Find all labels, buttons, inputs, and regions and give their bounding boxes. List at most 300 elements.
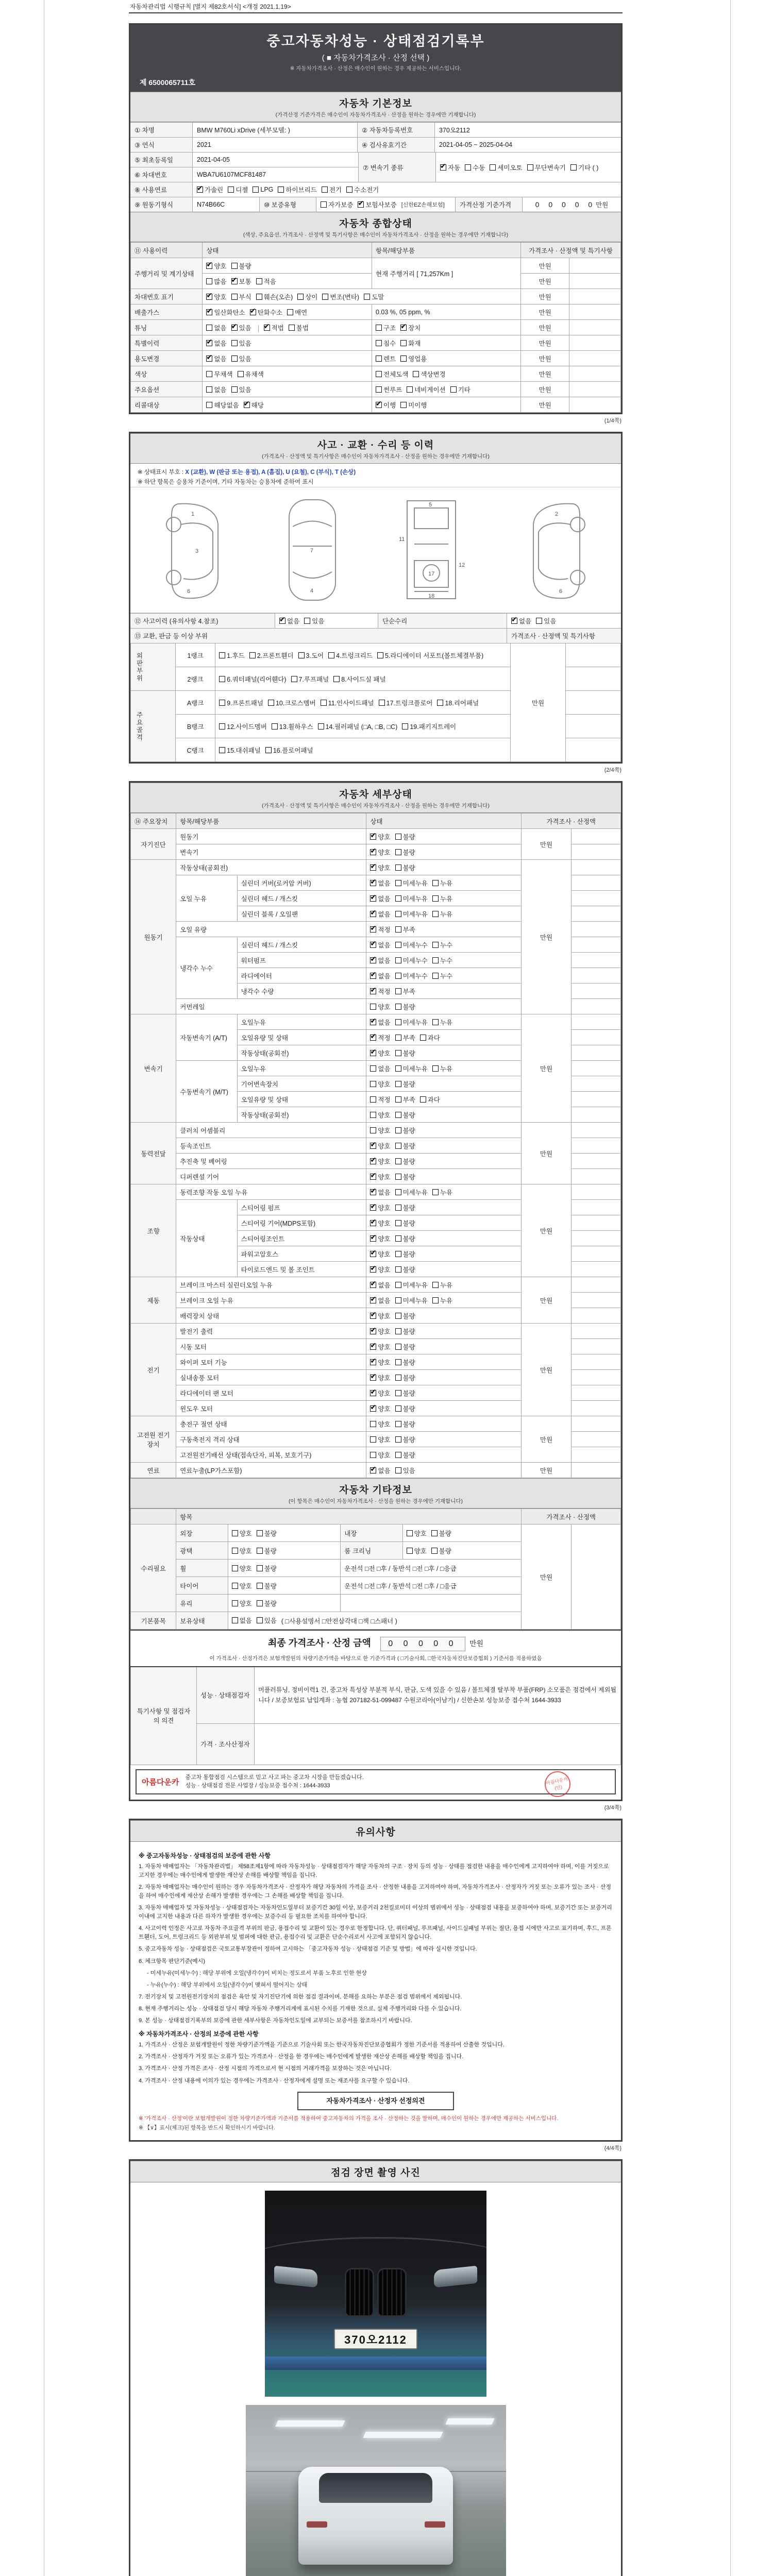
checkbox-option[interactable] xyxy=(465,163,485,172)
checkbox-icon[interactable] xyxy=(364,294,370,300)
checkbox-option[interactable] xyxy=(400,354,427,363)
checkbox-option[interactable] xyxy=(197,185,223,194)
checkbox-option[interactable] xyxy=(395,1064,428,1073)
checkbox-checked-icon[interactable] xyxy=(370,1297,376,1303)
checkbox-checked-icon[interactable] xyxy=(370,1251,376,1257)
checkbox-option[interactable] xyxy=(370,1002,390,1011)
checkbox-icon[interactable] xyxy=(395,926,401,933)
checkbox-icon[interactable] xyxy=(322,187,328,193)
checkbox-icon[interactable] xyxy=(370,1065,376,1072)
checkbox-option[interactable] xyxy=(395,1018,428,1027)
checkbox-option[interactable] xyxy=(395,1249,415,1259)
checkbox-icon[interactable] xyxy=(395,1174,401,1180)
checkbox-option[interactable] xyxy=(400,338,421,348)
checkbox-checked-icon[interactable] xyxy=(370,942,376,948)
panel-checkbox-option[interactable] xyxy=(298,651,324,660)
checkbox-option[interactable] xyxy=(358,200,396,209)
checkbox-option[interactable] xyxy=(206,323,226,332)
checkbox-option[interactable] xyxy=(395,1126,415,1135)
checkbox-icon[interactable] xyxy=(265,747,272,753)
checkbox-option[interactable] xyxy=(370,1064,390,1073)
checkbox-icon[interactable] xyxy=(395,1359,401,1365)
checkbox-icon[interactable] xyxy=(257,1548,263,1554)
checkbox-icon[interactable] xyxy=(395,1436,401,1443)
checkbox-icon[interactable] xyxy=(232,1600,238,1606)
checkbox-icon[interactable] xyxy=(395,1328,401,1334)
checkbox-icon[interactable] xyxy=(432,1189,439,1195)
checkbox-checked-icon[interactable] xyxy=(279,618,285,624)
checkbox-option[interactable] xyxy=(395,1265,415,1274)
checkbox-icon[interactable] xyxy=(527,164,533,171)
checkbox-icon[interactable] xyxy=(370,1096,376,1103)
checkbox-icon[interactable] xyxy=(206,278,212,284)
checkbox-option[interactable] xyxy=(395,878,428,888)
panel-checkbox-option[interactable] xyxy=(268,698,316,707)
checkbox-icon[interactable] xyxy=(219,723,225,730)
checkbox-icon[interactable] xyxy=(370,1452,376,1458)
panel-checkbox-option[interactable] xyxy=(402,722,456,731)
checkbox-icon[interactable] xyxy=(395,1467,401,1473)
checkbox-icon[interactable] xyxy=(395,1081,401,1087)
checkbox-checked-icon[interactable] xyxy=(370,1050,376,1056)
checkbox-option[interactable] xyxy=(440,163,460,172)
checkbox-option[interactable] xyxy=(370,894,390,903)
checkbox-icon[interactable] xyxy=(291,676,297,682)
checkbox-icon[interactable] xyxy=(395,973,401,979)
checkbox-checked-icon[interactable] xyxy=(370,1405,376,1412)
checkbox-checked-icon[interactable] xyxy=(370,1174,376,1180)
checkbox-option[interactable] xyxy=(395,1327,415,1336)
checkbox-icon[interactable] xyxy=(206,386,212,393)
checkbox-checked-icon[interactable] xyxy=(370,1220,376,1226)
checkbox-icon[interactable] xyxy=(395,849,401,855)
checkbox-icon[interactable] xyxy=(376,325,382,331)
checkbox-icon[interactable] xyxy=(379,700,385,706)
checkbox-option[interactable] xyxy=(370,1311,390,1320)
checkbox-icon[interactable] xyxy=(413,371,419,377)
checkbox-option[interactable] xyxy=(256,277,276,286)
checkbox-option[interactable] xyxy=(264,323,284,332)
checkbox-option[interactable] xyxy=(370,1048,390,1058)
checkbox-icon[interactable] xyxy=(395,942,401,948)
panel-checkbox-option[interactable] xyxy=(265,745,313,755)
checkbox-checked-icon[interactable] xyxy=(440,164,446,171)
panel-checkbox-option[interactable] xyxy=(437,698,479,707)
checkbox-icon[interactable] xyxy=(402,723,408,730)
checkbox-option[interactable] xyxy=(232,1529,252,1538)
checkbox-option[interactable] xyxy=(244,400,264,410)
checkbox-option[interactable] xyxy=(279,616,299,625)
checkbox-option[interactable] xyxy=(407,385,445,394)
checkbox-icon[interactable] xyxy=(370,1127,376,1133)
checkbox-icon[interactable] xyxy=(257,1617,263,1623)
checkbox-icon[interactable] xyxy=(395,1282,401,1288)
checkbox-option[interactable] xyxy=(527,163,566,172)
checkbox-option[interactable] xyxy=(370,863,390,872)
checkbox-option[interactable] xyxy=(376,400,396,410)
checkbox-checked-icon[interactable] xyxy=(370,1467,376,1473)
checkbox-option[interactable] xyxy=(322,185,342,194)
checkbox-checked-icon[interactable] xyxy=(370,926,376,933)
checkbox-icon[interactable] xyxy=(376,371,382,377)
checkbox-option[interactable] xyxy=(297,292,317,301)
checkbox-checked-icon[interactable] xyxy=(370,973,376,979)
checkbox-option[interactable] xyxy=(395,987,415,996)
checkbox-icon[interactable] xyxy=(431,1548,438,1554)
checkbox-icon[interactable] xyxy=(395,834,401,840)
panel-checkbox-option[interactable] xyxy=(379,698,433,707)
checkbox-option[interactable] xyxy=(370,971,390,980)
checkbox-icon[interactable] xyxy=(395,1313,401,1319)
checkbox-icon[interactable] xyxy=(376,340,382,346)
checkbox-icon[interactable] xyxy=(297,294,304,300)
checkbox-option[interactable] xyxy=(370,1218,390,1228)
checkbox-option[interactable] xyxy=(432,878,452,888)
checkbox-icon[interactable] xyxy=(395,1297,401,1303)
checkbox-icon[interactable] xyxy=(450,386,457,393)
panel-checkbox-option[interactable] xyxy=(219,722,267,731)
checkbox-checked-icon[interactable] xyxy=(370,1282,376,1288)
checkbox-option[interactable] xyxy=(395,1157,415,1166)
checkbox-icon[interactable] xyxy=(257,1583,263,1589)
checkbox-option[interactable] xyxy=(370,1419,390,1429)
checkbox-option[interactable] xyxy=(376,369,408,379)
checkbox-option[interactable] xyxy=(395,1203,415,1212)
checkbox-icon[interactable] xyxy=(395,1390,401,1396)
checkbox-option[interactable] xyxy=(232,1599,252,1608)
checkbox-option[interactable] xyxy=(420,1095,440,1104)
checkbox-option[interactable] xyxy=(370,848,390,857)
checkbox-option[interactable] xyxy=(231,338,251,348)
checkbox-icon[interactable] xyxy=(432,880,439,886)
checkbox-icon[interactable] xyxy=(431,1530,438,1536)
checkbox-option[interactable] xyxy=(231,277,251,286)
checkbox-checked-icon[interactable] xyxy=(370,1019,376,1025)
checkbox-option[interactable] xyxy=(232,1564,252,1573)
checkbox-icon[interactable] xyxy=(432,957,439,963)
checkbox-icon[interactable] xyxy=(377,652,383,658)
checkbox-icon[interactable] xyxy=(249,652,256,658)
checkbox-icon[interactable] xyxy=(346,187,352,193)
checkbox-icon[interactable] xyxy=(298,652,305,658)
checkbox-icon[interactable] xyxy=(228,187,234,193)
checkbox-icon[interactable] xyxy=(400,340,407,346)
checkbox-option[interactable] xyxy=(407,1546,427,1555)
panel-checkbox-option[interactable] xyxy=(272,722,313,731)
checkbox-checked-icon[interactable] xyxy=(370,849,376,855)
checkbox-checked-icon[interactable] xyxy=(197,187,203,193)
checkbox-icon[interactable] xyxy=(376,355,382,362)
checkbox-checked-icon[interactable] xyxy=(370,1375,376,1381)
checkbox-checked-icon[interactable] xyxy=(358,201,364,208)
checkbox-icon[interactable] xyxy=(437,700,443,706)
checkbox-checked-icon[interactable] xyxy=(370,1158,376,1164)
checkbox-option[interactable] xyxy=(420,1033,440,1042)
checkbox-checked-icon[interactable] xyxy=(206,263,212,269)
panel-checkbox-option[interactable] xyxy=(318,722,398,731)
checkbox-option[interactable] xyxy=(395,1188,428,1197)
checkbox-option[interactable] xyxy=(395,1311,415,1320)
checkbox-option[interactable] xyxy=(206,354,226,363)
checkbox-option[interactable] xyxy=(370,1234,390,1243)
checkbox-icon[interactable] xyxy=(231,294,238,300)
checkbox-option[interactable] xyxy=(432,1188,452,1197)
checkbox-option[interactable] xyxy=(395,1033,415,1042)
checkbox-icon[interactable] xyxy=(395,1405,401,1412)
checkbox-icon[interactable] xyxy=(395,1158,401,1164)
checkbox-option[interactable] xyxy=(253,186,273,193)
checkbox-checked-icon[interactable] xyxy=(370,1235,376,1242)
checkbox-option[interactable] xyxy=(400,400,427,410)
checkbox-option[interactable] xyxy=(257,1564,277,1573)
checkbox-icon[interactable] xyxy=(395,1266,401,1273)
checkbox-checked-icon[interactable] xyxy=(370,1328,376,1334)
checkbox-icon[interactable] xyxy=(219,652,225,658)
checkbox-option[interactable] xyxy=(511,616,531,625)
checkbox-icon[interactable] xyxy=(370,1004,376,1010)
checkbox-icon[interactable] xyxy=(395,1251,401,1257)
checkbox-icon[interactable] xyxy=(395,1096,401,1103)
checkbox-option[interactable] xyxy=(370,832,390,841)
checkbox-option[interactable] xyxy=(370,1079,390,1089)
checkbox-icon[interactable] xyxy=(219,700,225,706)
checkbox-option[interactable] xyxy=(206,369,232,379)
checkbox-icon[interactable] xyxy=(395,1220,401,1226)
checkbox-option[interactable] xyxy=(395,1218,415,1228)
checkbox-checked-icon[interactable] xyxy=(206,294,212,300)
checkbox-option[interactable] xyxy=(400,323,421,332)
checkbox-option[interactable] xyxy=(250,308,282,317)
checkbox-option[interactable] xyxy=(231,385,251,394)
checkbox-checked-icon[interactable] xyxy=(370,865,376,871)
checkbox-icon[interactable] xyxy=(231,386,238,393)
checkbox-option[interactable] xyxy=(395,832,415,841)
checkbox-checked-icon[interactable] xyxy=(370,1390,376,1396)
checkbox-option[interactable] xyxy=(370,1280,390,1290)
checkbox-option[interactable] xyxy=(321,200,353,209)
checkbox-icon[interactable] xyxy=(206,371,212,377)
checkbox-icon[interactable] xyxy=(432,895,439,902)
checkbox-icon[interactable] xyxy=(232,1617,238,1623)
checkbox-option[interactable] xyxy=(370,1404,390,1413)
checkbox-option[interactable] xyxy=(432,971,452,980)
checkbox-checked-icon[interactable] xyxy=(370,880,376,886)
checkbox-option[interactable] xyxy=(238,369,264,379)
checkbox-icon[interactable] xyxy=(304,618,310,624)
checkbox-option[interactable] xyxy=(376,354,396,363)
checkbox-icon[interactable] xyxy=(370,1112,376,1118)
checkbox-icon[interactable] xyxy=(395,1112,401,1118)
checkbox-option[interactable] xyxy=(231,292,251,301)
checkbox-icon[interactable] xyxy=(395,1127,401,1133)
checkbox-option[interactable] xyxy=(407,1529,427,1538)
checkbox-option[interactable] xyxy=(231,261,251,270)
checkbox-option[interactable] xyxy=(395,925,415,934)
checkbox-icon[interactable] xyxy=(490,164,496,171)
checkbox-icon[interactable] xyxy=(395,1421,401,1427)
checkbox-option[interactable] xyxy=(395,956,428,965)
checkbox-icon[interactable] xyxy=(400,402,407,408)
checkbox-checked-icon[interactable] xyxy=(370,1313,376,1319)
checkbox-icon[interactable] xyxy=(287,309,293,315)
checkbox-option[interactable] xyxy=(370,1435,390,1444)
checkbox-checked-icon[interactable] xyxy=(370,1359,376,1365)
checkbox-icon[interactable] xyxy=(432,1065,439,1072)
checkbox-option[interactable] xyxy=(370,1033,390,1042)
checkbox-icon[interactable] xyxy=(257,1600,263,1606)
checkbox-checked-icon[interactable] xyxy=(231,278,238,284)
checkbox-icon[interactable] xyxy=(536,618,542,624)
checkbox-icon[interactable] xyxy=(370,1081,376,1087)
checkbox-checked-icon[interactable] xyxy=(231,325,238,331)
checkbox-option[interactable] xyxy=(206,261,226,270)
checkbox-icon[interactable] xyxy=(465,164,471,171)
panel-checkbox-option[interactable] xyxy=(377,651,483,660)
checkbox-icon[interactable] xyxy=(432,1297,439,1303)
checkbox-option[interactable] xyxy=(395,1450,415,1460)
checkbox-icon[interactable] xyxy=(395,1065,401,1072)
checkbox-option[interactable] xyxy=(278,185,316,194)
checkbox-icon[interactable] xyxy=(268,700,274,706)
checkbox-icon[interactable] xyxy=(407,1548,413,1554)
checkbox-icon[interactable] xyxy=(321,700,327,706)
checkbox-option[interactable] xyxy=(395,971,428,980)
checkbox-checked-icon[interactable] xyxy=(370,957,376,963)
checkbox-option[interactable] xyxy=(432,1018,452,1027)
checkbox-option[interactable] xyxy=(370,1157,390,1166)
checkbox-icon[interactable] xyxy=(395,1452,401,1458)
checkbox-option[interactable] xyxy=(432,909,452,919)
checkbox-option[interactable] xyxy=(376,385,402,394)
panel-checkbox-option[interactable] xyxy=(249,651,294,660)
checkbox-option[interactable] xyxy=(395,1002,415,1011)
checkbox-option[interactable] xyxy=(395,1141,415,1150)
checkbox-option[interactable] xyxy=(231,354,251,363)
checkbox-option[interactable] xyxy=(289,323,309,332)
checkbox-option[interactable] xyxy=(364,292,384,301)
checkbox-icon[interactable] xyxy=(289,325,295,331)
panel-checkbox-option[interactable] xyxy=(333,674,385,684)
checkbox-icon[interactable] xyxy=(257,1565,263,1571)
checkbox-icon[interactable] xyxy=(395,1375,401,1381)
checkbox-option[interactable] xyxy=(206,338,226,348)
checkbox-icon[interactable] xyxy=(328,652,334,658)
checkbox-option[interactable] xyxy=(257,1581,277,1590)
checkbox-icon[interactable] xyxy=(432,1019,439,1025)
checkbox-checked-icon[interactable] xyxy=(370,1266,376,1273)
checkbox-icon[interactable] xyxy=(395,895,401,902)
checkbox-option[interactable] xyxy=(370,1466,390,1475)
checkbox-option[interactable] xyxy=(370,1327,390,1336)
checkbox-icon[interactable] xyxy=(395,1189,401,1195)
checkbox-checked-icon[interactable] xyxy=(511,618,517,624)
checkbox-icon[interactable] xyxy=(395,1143,401,1149)
checkbox-option[interactable] xyxy=(431,1529,451,1538)
checkbox-icon[interactable] xyxy=(420,1096,426,1103)
checkbox-option[interactable] xyxy=(370,1018,390,1027)
checkbox-option[interactable] xyxy=(304,616,324,625)
checkbox-option[interactable] xyxy=(370,1450,390,1460)
checkbox-checked-icon[interactable] xyxy=(264,325,270,331)
checkbox-icon[interactable] xyxy=(420,1035,426,1041)
checkbox-option[interactable] xyxy=(395,1296,428,1305)
checkbox-option[interactable] xyxy=(450,385,470,394)
checkbox-option[interactable] xyxy=(370,1373,390,1382)
checkbox-option[interactable] xyxy=(490,163,522,172)
checkbox-option[interactable] xyxy=(432,1280,452,1290)
checkbox-option[interactable] xyxy=(395,1079,415,1089)
checkbox-option[interactable] xyxy=(257,1529,277,1538)
checkbox-option[interactable] xyxy=(232,1546,252,1555)
checkbox-icon[interactable] xyxy=(395,911,401,917)
checkbox-option[interactable] xyxy=(370,1265,390,1274)
checkbox-option[interactable] xyxy=(257,1546,277,1555)
checkbox-checked-icon[interactable] xyxy=(370,895,376,902)
checkbox-icon[interactable] xyxy=(231,355,238,362)
checkbox-option[interactable] xyxy=(370,925,390,934)
checkbox-icon[interactable] xyxy=(232,1565,238,1571)
panel-checkbox-option[interactable] xyxy=(219,745,261,755)
checkbox-icon[interactable] xyxy=(395,1205,401,1211)
checkbox-option[interactable] xyxy=(346,185,379,194)
checkbox-option[interactable] xyxy=(431,1546,451,1555)
checkbox-option[interactable] xyxy=(232,1616,252,1625)
checkbox-option[interactable] xyxy=(432,956,452,965)
checkbox-option[interactable] xyxy=(206,292,226,301)
checkbox-checked-icon[interactable] xyxy=(370,1143,376,1149)
checkbox-icon[interactable] xyxy=(395,1019,401,1025)
checkbox-option[interactable] xyxy=(395,1388,415,1398)
checkbox-option[interactable] xyxy=(370,1188,390,1197)
checkbox-option[interactable] xyxy=(257,1599,277,1608)
checkbox-icon[interactable] xyxy=(219,676,225,682)
checkbox-icon[interactable] xyxy=(395,1050,401,1056)
checkbox-option[interactable] xyxy=(287,308,307,317)
checkbox-icon[interactable] xyxy=(432,911,439,917)
panel-checkbox-option[interactable] xyxy=(328,651,373,660)
checkbox-option[interactable] xyxy=(395,1358,415,1367)
checkbox-option[interactable] xyxy=(395,1280,428,1290)
checkbox-checked-icon[interactable] xyxy=(206,340,212,346)
checkbox-icon[interactable] xyxy=(219,747,225,753)
checkbox-icon[interactable] xyxy=(272,723,278,730)
checkbox-option[interactable] xyxy=(395,909,428,919)
checkbox-option[interactable] xyxy=(206,277,226,286)
checkbox-option[interactable] xyxy=(370,1095,390,1104)
checkbox-icon[interactable] xyxy=(278,187,284,193)
checkbox-option[interactable] xyxy=(370,1358,390,1367)
checkbox-icon[interactable] xyxy=(232,1530,238,1536)
checkbox-option[interactable] xyxy=(232,1581,252,1590)
checkbox-icon[interactable] xyxy=(206,325,212,331)
checkbox-option[interactable] xyxy=(395,1466,415,1475)
checkbox-option[interactable] xyxy=(231,323,251,332)
checkbox-option[interactable] xyxy=(370,1249,390,1259)
checkbox-option[interactable] xyxy=(256,292,293,301)
checkbox-icon[interactable] xyxy=(253,187,259,193)
checkbox-option[interactable] xyxy=(376,338,396,348)
checkbox-icon[interactable] xyxy=(370,1421,376,1427)
checkbox-option[interactable] xyxy=(322,292,359,301)
panel-checkbox-option[interactable] xyxy=(219,674,286,684)
checkbox-option[interactable] xyxy=(395,1404,415,1413)
checkbox-option[interactable] xyxy=(206,385,226,394)
checkbox-icon[interactable] xyxy=(395,1235,401,1242)
checkbox-checked-icon[interactable] xyxy=(370,1205,376,1211)
checkbox-icon[interactable] xyxy=(206,402,212,408)
checkbox-option[interactable] xyxy=(395,863,415,872)
checkbox-option[interactable] xyxy=(370,1342,390,1351)
